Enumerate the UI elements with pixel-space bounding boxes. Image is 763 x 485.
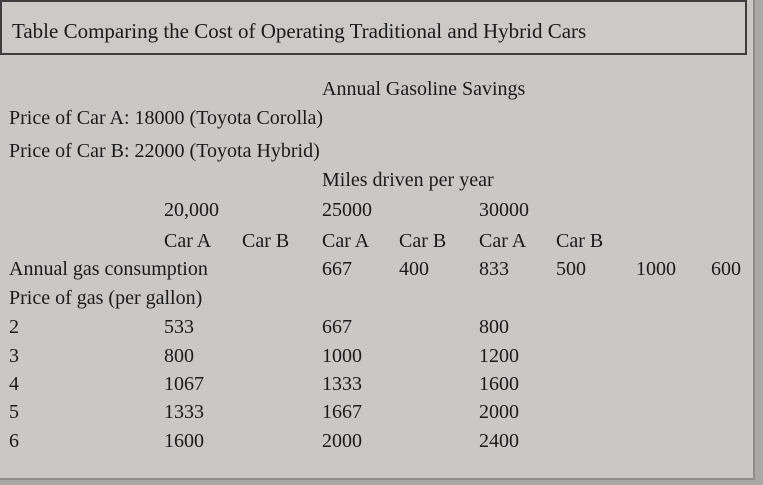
car-label: Car B — [242, 230, 290, 252]
savings-cell: 2000 — [479, 401, 519, 423]
mileage-column-header: 25000 — [322, 199, 372, 221]
price-of-gas-label: Price of gas (per gallon) — [9, 287, 203, 309]
consumption-value: 400 — [399, 258, 429, 280]
gas-price: 5 — [9, 401, 19, 423]
savings-cell: 2400 — [479, 430, 519, 452]
title-box — [0, 0, 747, 55]
gas-price: 2 — [9, 316, 19, 338]
savings-cell: 533 — [164, 316, 194, 338]
price-car-b: Price of Car B: 22000 (Toyota Hybrid) — [9, 140, 320, 162]
savings-cell: 1333 — [322, 373, 362, 395]
gas-price: 3 — [9, 345, 19, 367]
car-label: Car B — [399, 230, 447, 252]
miles-header: Miles driven per year — [322, 169, 494, 191]
savings-cell: 1600 — [164, 430, 204, 452]
car-label: Car A — [164, 230, 212, 252]
savings-cell: 1067 — [164, 373, 204, 395]
consumption-value: 667 — [322, 258, 352, 280]
consumption-value: 1000 — [636, 258, 676, 280]
mileage-column-header: 30000 — [479, 199, 529, 221]
savings-cell: 800 — [479, 316, 509, 338]
savings-cell: 1333 — [164, 401, 204, 423]
mileage-column-header: 20,000 — [164, 199, 219, 221]
consumption-value: 833 — [479, 258, 509, 280]
car-label: Car A — [322, 230, 370, 252]
savings-cell: 1000 — [322, 345, 362, 367]
consumption-label: Annual gas consumption — [9, 258, 208, 280]
consumption-value: 500 — [556, 258, 586, 280]
consumption-value: 600 — [711, 258, 741, 280]
savings-cell: 667 — [322, 316, 352, 338]
car-label: Car A — [479, 230, 527, 252]
gas-price: 4 — [9, 373, 19, 395]
price-car-a: Price of Car A: 18000 (Toyota Corolla) — [9, 107, 324, 129]
section-heading: Annual Gasoline Savings — [322, 78, 526, 100]
car-label: Car B — [556, 230, 604, 252]
table-title: Table Comparing the Cost of Operating Traditional and Hybrid Cars — [12, 19, 587, 43]
savings-cell: 1667 — [322, 401, 362, 423]
gas-price: 6 — [9, 430, 19, 452]
savings-cell: 1600 — [479, 373, 519, 395]
savings-cell: 1200 — [479, 345, 519, 367]
savings-cell: 2000 — [322, 430, 362, 452]
savings-cell: 800 — [164, 345, 194, 367]
